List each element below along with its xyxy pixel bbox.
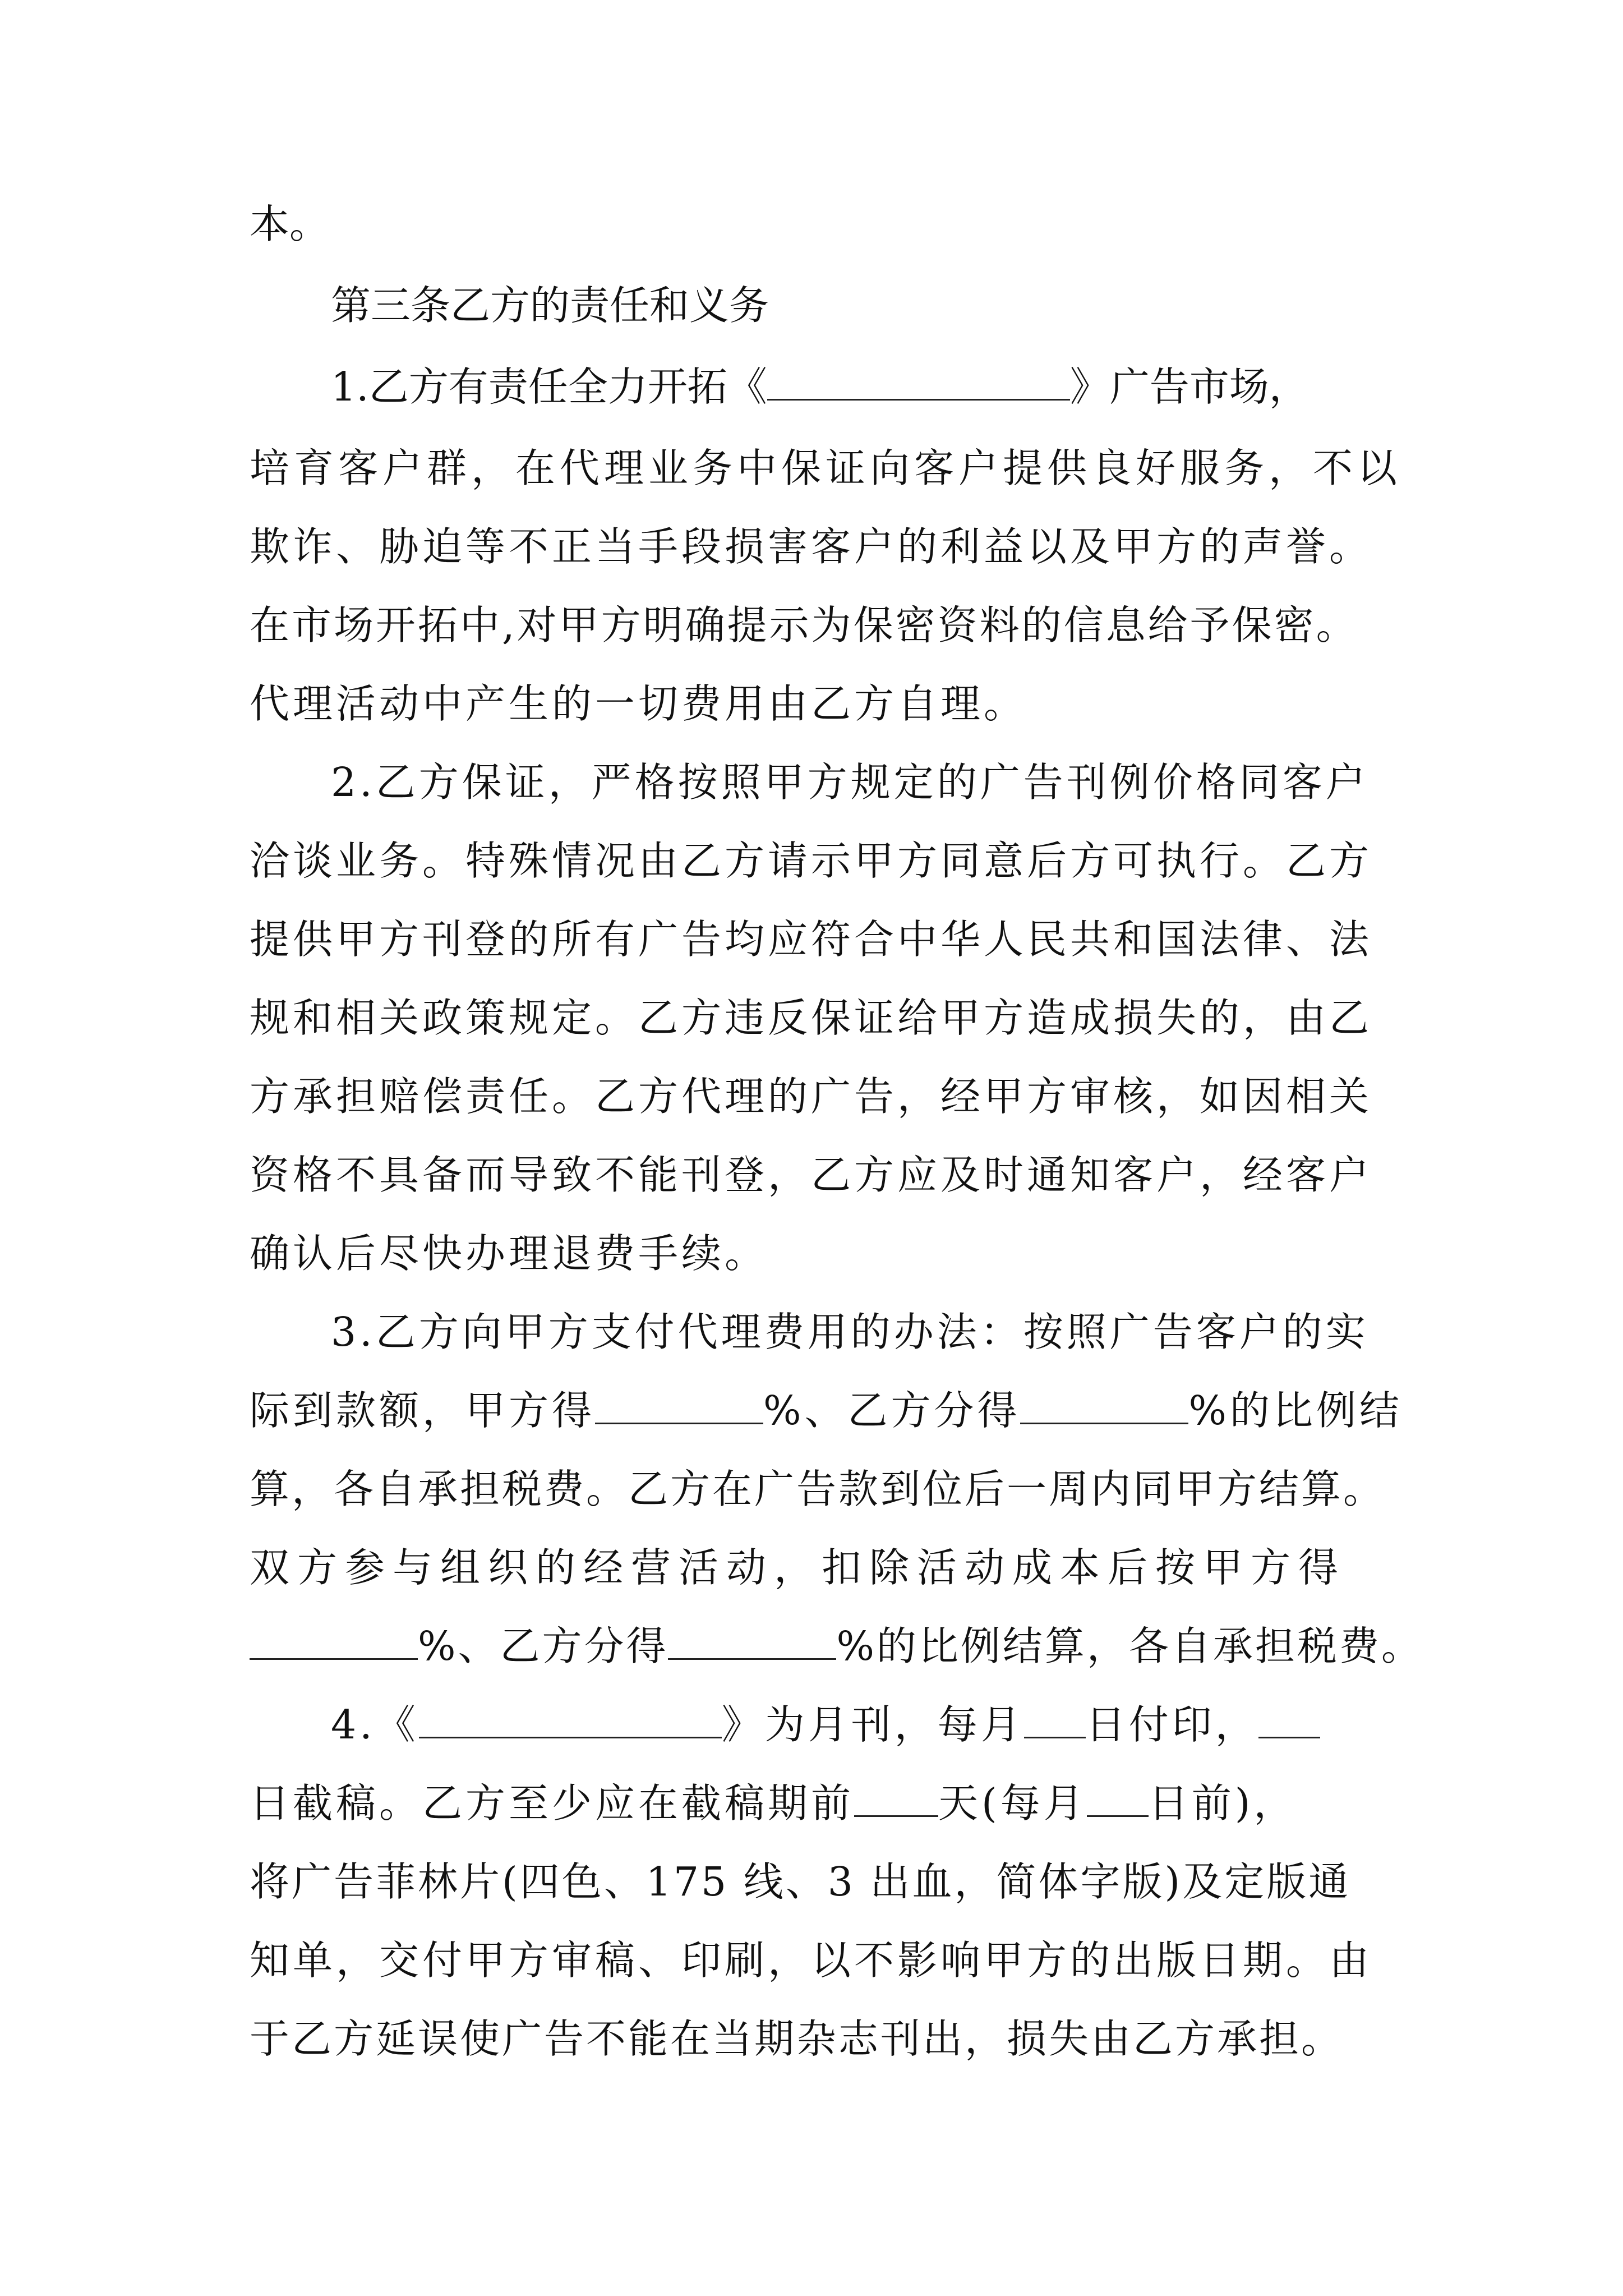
text-line: %、乙方分得 %的比例结算，各自承担税费。 <box>250 1616 1394 1677</box>
text-line: 本。 <box>250 201 330 247</box>
fill-in-blank[interactable] <box>1024 1705 1086 1738</box>
text-line: 在市场开拓中,对甲方明确提示为保密资料的信息给予保密。 <box>250 602 1358 648</box>
fill-in-blank[interactable] <box>668 1627 836 1660</box>
text-line: 提供甲方刊登的所有广告均应符合中华人民共和国法律、法 <box>250 916 1373 963</box>
text-line: 培育客户群，在代理业务中保证向客户提供良好服务，不以 <box>250 445 1402 491</box>
section-heading: 第三条乙方的责任和义务 <box>331 282 769 329</box>
text-line: 洽谈业务。特殊情况由乙方请示甲方同意后方可执行。乙方 <box>250 838 1373 884</box>
text-line: 3.乙方向甲方支付代理费用的办法：按照广告客户的实 <box>331 1309 1369 1355</box>
text-line: 4.《 》为月刊，每月 日付印， <box>331 1694 1394 1756</box>
text-line: 于乙方延误使广告不能在当期杂志刊出，损失由乙方承担。 <box>250 2016 1344 2062</box>
text-line: 代理活动中产生的一切费用由乙方自理。 <box>250 680 1027 727</box>
text-line: 日截稿。乙方至少应在截稿期前 天(每月 日前)， <box>250 1780 1297 1826</box>
text-line: 规和相关政策规定。乙方违反保证给甲方造成损失的，由乙 <box>250 995 1373 1041</box>
fill-in-blank[interactable] <box>767 367 1070 401</box>
text-line: 方承担赔偿责任。乙方代理的广告，经甲方审核，如因相关 <box>250 1073 1373 1120</box>
text-line: 欺诈、胁迫等不正当手段损害客户的利益以及甲方的声誉。 <box>250 523 1373 570</box>
text-line: 知单，交付甲方审稿、印刷，以不影响甲方的出版日期。由 <box>250 1937 1373 1984</box>
text-line: 确认后尽快办理退费手续。 <box>250 1230 768 1277</box>
text-line: 将广告菲林片(四色、175 线、3 出血，简体字版)及定版通 <box>250 1858 1351 1905</box>
fill-in-blank[interactable] <box>1258 1705 1320 1738</box>
text-line: 双方参与组织的经营活动，扣除活动成本后按甲方得 <box>250 1544 1347 1591</box>
fill-in-blank[interactable] <box>1020 1391 1188 1424</box>
fill-in-blank[interactable] <box>250 1627 418 1660</box>
fill-in-blank[interactable] <box>854 1784 938 1817</box>
fill-in-blank[interactable] <box>419 1705 722 1738</box>
fill-in-blank[interactable] <box>595 1391 763 1424</box>
text-line: 际到款额，甲方得 %、乙方分得 %的比例结 <box>250 1387 1403 1434</box>
text-line: 算，各自承担税费。乙方在广告款到位后一周内同甲方结算。 <box>250 1466 1386 1512</box>
text-line: 1.乙方有责任全力开拓《 》广告市场， <box>331 364 1309 410</box>
text-line: 2.乙方保证，严格按照甲方规定的广告刊例价格同客户 <box>331 759 1369 806</box>
fill-in-blank[interactable] <box>1087 1784 1149 1817</box>
text-line: 资格不具备而导致不能刊登，乙方应及时通知客户，经客户 <box>250 1152 1373 1198</box>
